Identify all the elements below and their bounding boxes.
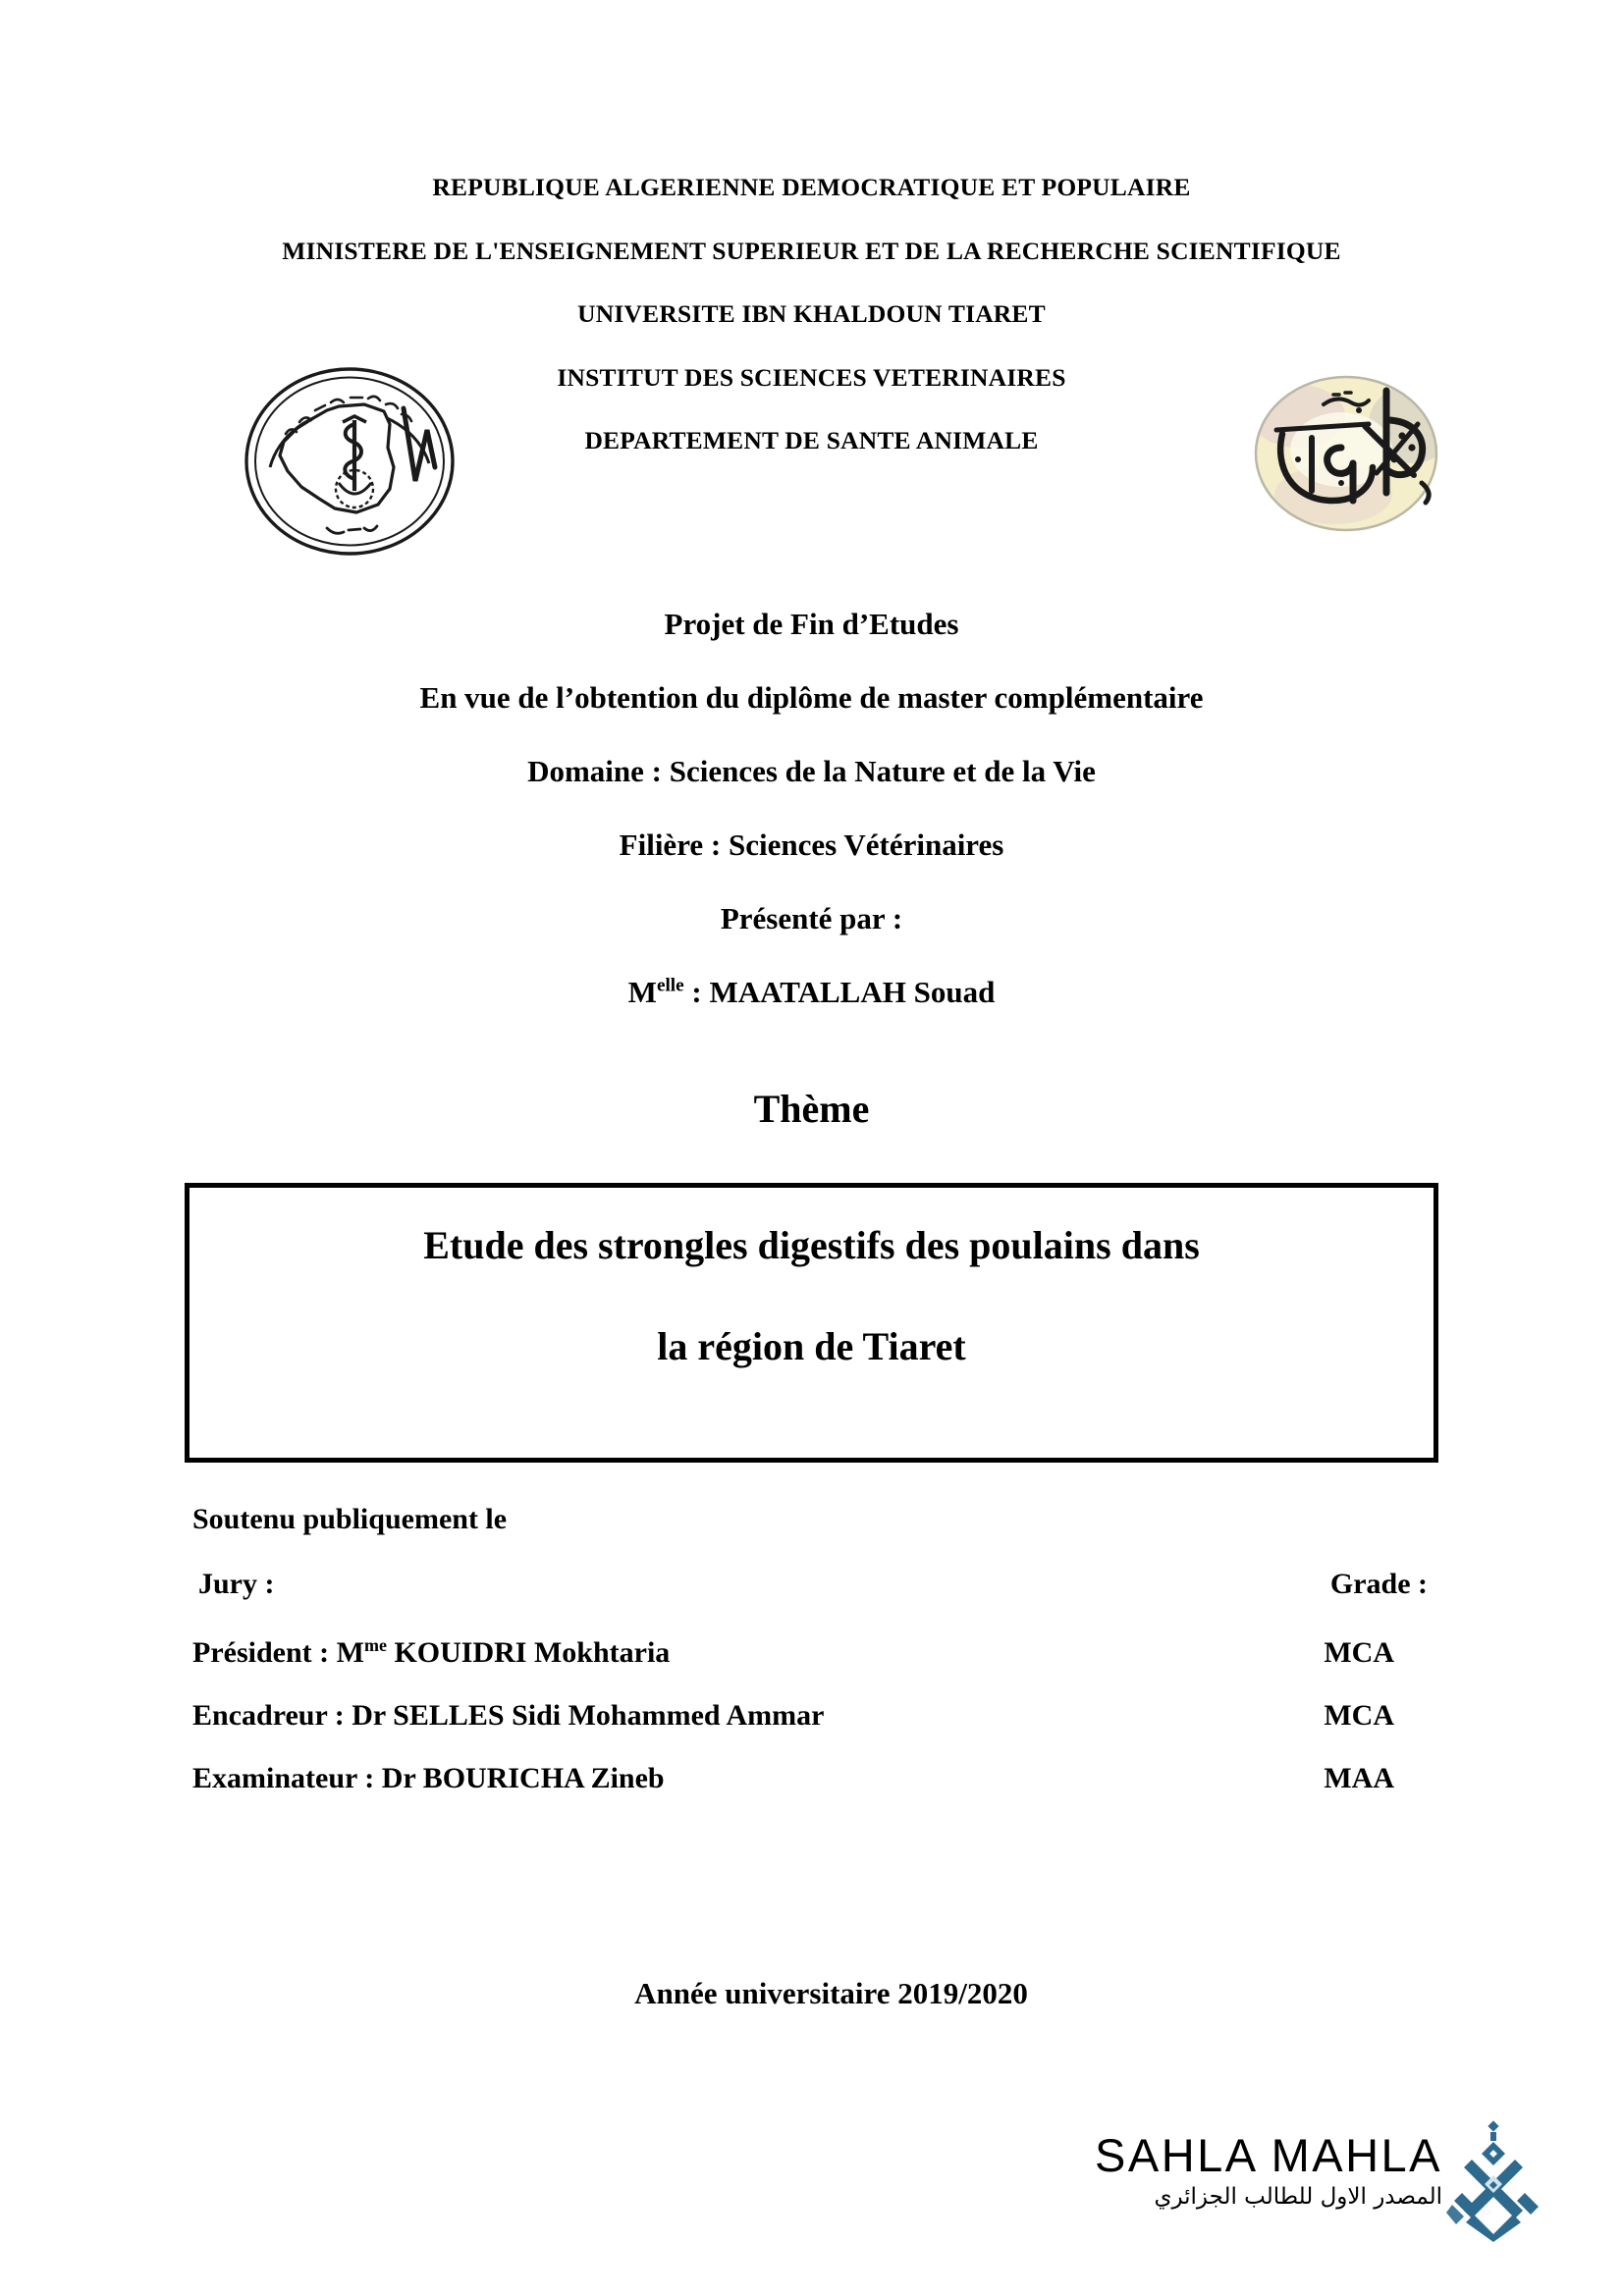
jury-member-role [192,1635,671,1669]
header-line-ministry: MINISTERE DE L'ENSEIGNEMENT SUPERIEUR ET DE LA RECHERCHE SCIENTIFIQUE [282,236,1341,265]
jury-row-president [192,1635,1430,1669]
jury-member-name: KOUIDRI Mokhtaria [386,1636,671,1669]
author-separator: : [683,975,710,1009]
presentation-block [0,609,1623,1050]
jury-member-grade: MAA [1324,1762,1394,1794]
universite-ibn-khaldoun-emblem-logo [1239,365,1453,542]
pres-line-filiere: Filière : Sciences Vétérinaires [619,828,1004,862]
sahla-mahla-watermark [1095,2128,1586,2256]
grade-label: Grade : [1329,1568,1428,1600]
pres-line-degree: En vue de l’obtention du diplôme de master complémentaire [419,680,1204,715]
jury-member-role [192,1764,665,1793]
jury-row-examinateur [192,1764,1430,1793]
theme-heading: Thème [753,1087,870,1131]
defense-date-label: Soutenu publiquement le [192,1503,508,1535]
institut-sciences-veterinaires-seal-logo [241,365,459,558]
header-line-department: DEPARTEMENT DE SANTE ANIMALE [584,426,1039,454]
pres-line-project: Projet de Fin d’Etudes [664,607,959,641]
header-line-republic: REPUBLIQUE ALGERIENNE DEMOCRATIQUE ET POPULAIRE [432,173,1191,201]
watermark-tagline-arabic: المصدر الاول للطالب الجزائري [1154,2184,1443,2210]
jury-role-text: Président : M [192,1636,364,1669]
pres-line-presente: Présenté par : [720,901,903,935]
theme-title-line-1: Etude des strongles digestifs des poulains dans [423,1223,1200,1267]
theme-title [189,1223,1434,1368]
jury-member-grade: MCA [1324,1699,1394,1732]
author-title: M [627,975,657,1009]
jury-member-grade: MCA [1324,1636,1394,1669]
jury-label: Jury : [198,1568,275,1600]
theme-title-line-2: la région de Tiaret [657,1324,966,1368]
jury-role-text: Examinateur : Dr BOURICHA Zineb [192,1762,665,1794]
academic-year: Année universitaire 2019/2020 [634,1976,1028,2010]
defense-jury-block [192,1505,1430,1827]
amazigh-diamond-ornament-icon [1446,2120,1541,2247]
jury-table-header [192,1570,1430,1599]
jury-role-text: Encadreur : Dr SELLES Sidi Mohammed Ammar [192,1699,825,1732]
watermark-brand-name: SAHLA MAHLA [1095,2129,1443,2181]
pres-line-domain: Domaine : Sciences de la Nature et de la Vie [527,754,1096,788]
jury-role-superscript: me [363,1635,387,1655]
jury-member-role [192,1701,824,1731]
author-title-superscript: elle [656,975,684,996]
header-line-university: UNIVERSITE IBN KHALDOUN TIARET [577,299,1046,328]
author-fullname: MAATALLAH Souad [709,975,996,1009]
jury-row-encadreur [192,1701,1430,1731]
author-name [0,977,1623,1007]
header-line-institute: INSTITUT DES SCIENCES VETERINAIRES [557,362,1066,392]
theme-title-box [185,1183,1438,1463]
